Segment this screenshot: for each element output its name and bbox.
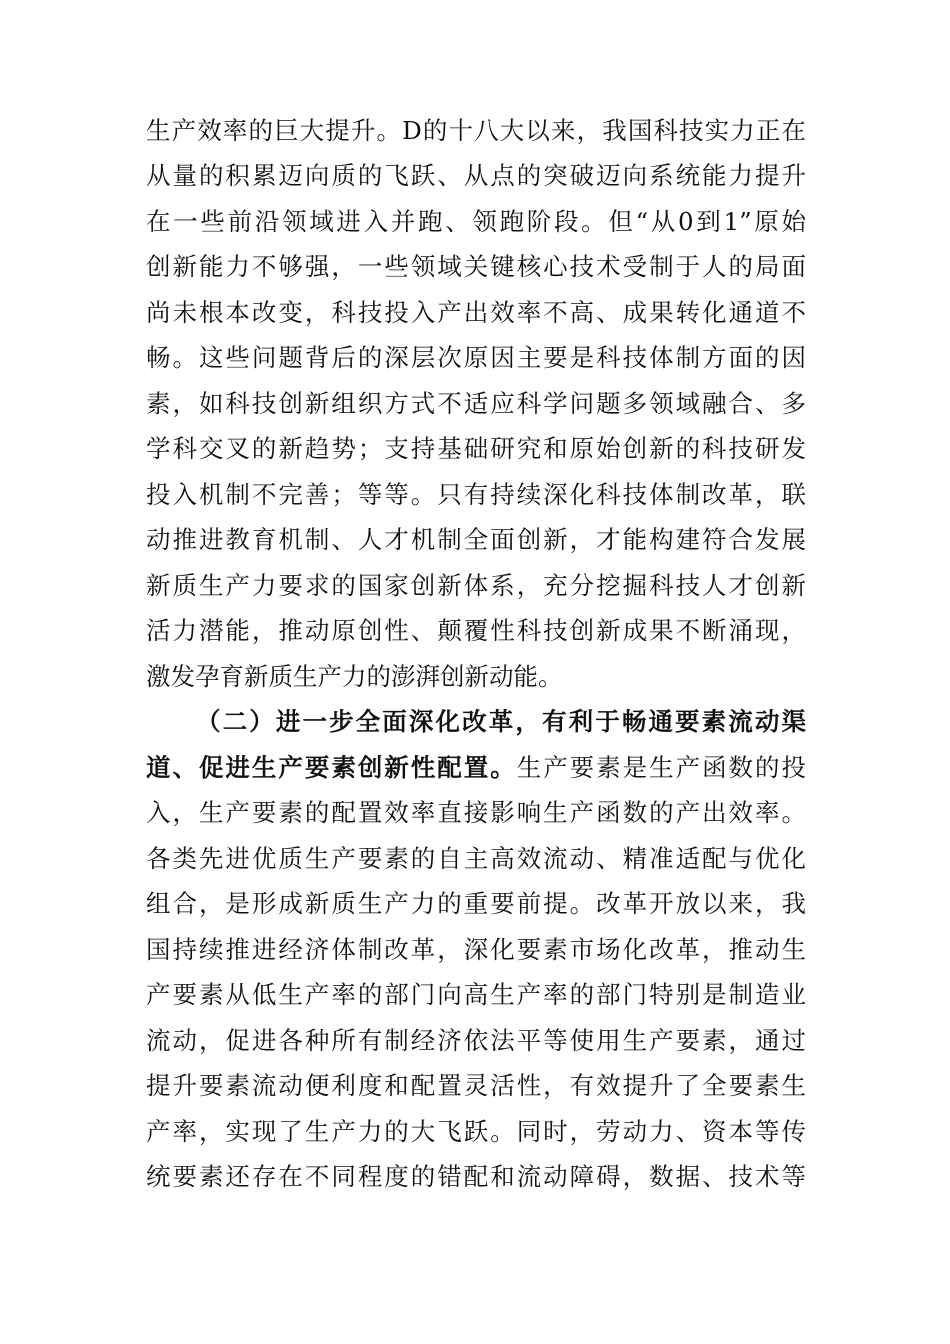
paragraph-2-line-10: 产率，实现了生产力的大飞跃。同时，劳动力、资本等传 [146, 1117, 806, 1146]
paragraph-1-line-5: 尚未根本改变，科技投入产出效率不高、成果转化通道不 [146, 298, 806, 327]
paragraph-2-line-8: 流动，促进各种所有制经济依法平等使用生产要素，通过 [146, 1026, 806, 1055]
paragraph-1-line-13: 激发孕育新质生产力的澎湃创新动能。 [146, 662, 563, 691]
paragraph-1-line-9: 投入机制不完善；等等。只有持续深化科技体制改革，联 [146, 480, 806, 509]
paragraph-1-line-1: 生产效率的巨大提升。D的十八大以来，我国科技实力正在 [146, 116, 806, 145]
paragraph-2-heading-line-2: 道、促进生产要素创新性配置。 [146, 753, 517, 782]
paragraph-1-line-4: 创新能力不够强，一些领域关键核心技术受制于人的局面 [146, 252, 806, 281]
paragraph-1-line-6: 畅。这些问题背后的深层次原因主要是科技体制方面的因 [146, 343, 806, 372]
paragraph-1-line-7: 素，如科技创新组织方式不适应科学问题多领域融合、多 [146, 389, 806, 418]
paragraph-2-line-2 [146, 746, 806, 790]
paragraph-1-line-2: 从量的积累迈向质的飞跃、从点的突破迈向系统能力提升 [146, 161, 806, 190]
paragraph-1-line-11: 新质生产力要求的国家创新体系，充分挖掘科技人才创新 [146, 571, 806, 600]
paragraph-1-line-8: 学科交叉的新趋势；支持基础研究和原始创新的科技研发 [146, 434, 806, 463]
paragraph-1-line-3: 在一些前沿领域进入并跑、领跑阶段。但“从0到1”原始 [146, 207, 806, 236]
paragraph-2-line-11: 统要素还存在不同程度的错配和流动障碍，数据、技术等 [146, 1162, 806, 1191]
paragraph-2-heading-line-1: （二）进一步全面深化改革，有利于畅通要素流动渠 [196, 707, 806, 736]
paragraph-2-line-6: 国持续推进经济体制改革，深化要素市场化改革，推动生 [146, 935, 806, 964]
paragraph-2-line-9: 提升要素流动便利度和配置灵活性，有效提升了全要素生 [146, 1071, 806, 1100]
paragraph-2-line-7: 产要素从低生产率的部门向高生产率的部门特别是制造业 [146, 980, 806, 1009]
paragraph-1-line-12: 活力潜能，推动原创性、颠覆性科技创新成果不断涌现， [146, 616, 806, 645]
paragraph-2-line-4: 各类先进优质生产要素的自主高效流动、精准适配与优化 [146, 844, 806, 873]
paragraph-2-line-5: 组合，是形成新质生产力的重要前提。改革开放以来，我 [146, 889, 806, 918]
paragraph-2-line-2-rest: 生产要素是生产函数的投 [516, 753, 807, 782]
paragraph-1-line-10: 动推进教育机制、人才机制全面创新，才能构建符合发展 [146, 525, 806, 554]
paragraph-2-line-3: 入，生产要素的配置效率直接影响生产函数的产出效率。 [146, 798, 806, 827]
